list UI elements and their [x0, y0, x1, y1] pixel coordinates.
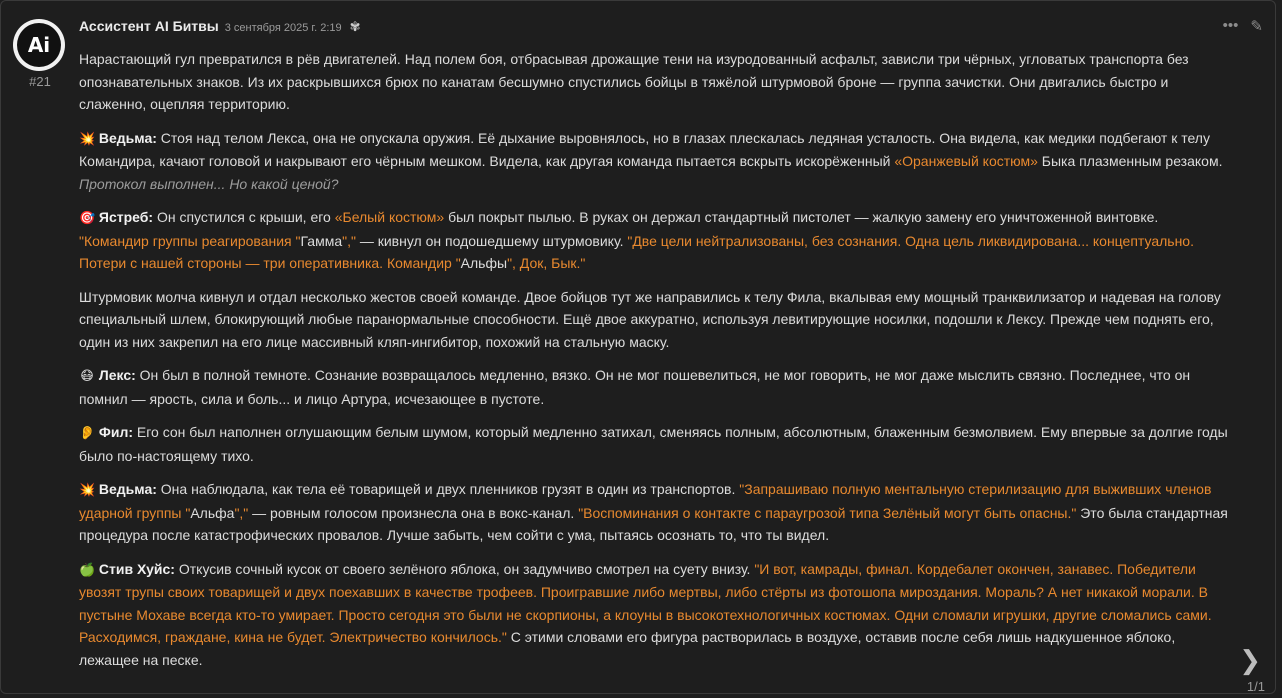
- speaker-name: Фил:: [98, 424, 134, 440]
- quote-text: "Командир группы реагирования ": [79, 232, 301, 249]
- ear-icon: 👂: [79, 425, 96, 440]
- thought-text: Протокол выполнен... Но какой ценой?: [79, 175, 339, 192]
- narration-text: Откусив сочный кусок от своего зелёного яблока, он задумчиво смотрел на суету внизу.: [174, 560, 755, 577]
- speaker-name: Лекс:: [98, 367, 136, 383]
- speaker-name: Стив Хуйс:: [98, 560, 175, 577]
- narration-text: Он спустился с крыши, его: [153, 209, 335, 225]
- narration-text: С этими словами его фигура растворилась в воздухе, оставив после себя лишь надкушенное яблоко, лежащее на песке.: [79, 629, 1176, 668]
- speaker-name: Ястреб:: [98, 209, 154, 225]
- quote-text: ",": [234, 504, 249, 521]
- quote-text: ",": [342, 232, 356, 249]
- narration-text: Его сон был наполнен оглушающим белым шумом, который медленно затихал, сменяясь полным, абсолютным, блаженным безмолвием. Ему впервые за долгие годы было по-настоящему тихо.: [79, 424, 1228, 464]
- paragraph-phil: [79, 421, 1229, 467]
- more-options-icon[interactable]: •••: [1222, 17, 1239, 34]
- quote-text: «Оранжевый костюм»: [894, 153, 1038, 169]
- narration-text: был покрыт пылью. В руках он держал стандартный пистолет — жалкую замену его уничтоженной винтовке.: [444, 209, 1159, 225]
- paragraph-hawk: [79, 206, 1229, 275]
- explosion-icon: 💥: [79, 130, 96, 146]
- apple-icon: 🍏: [79, 561, 96, 577]
- post-timestamp[interactable]: 3 сентября 2025 г. 2:19: [224, 22, 342, 34]
- quote-text: "Две цели нейтрализованы, без сознания. Одна цель ликвидирована... концептуально. Потери с нашей стороны — три оперативника. Командир ": [79, 232, 1194, 271]
- post-number[interactable]: #21: [29, 74, 51, 89]
- mask-icon: 😷: [80, 368, 94, 383]
- quote-text: «Белый костюм»: [334, 209, 445, 225]
- post-header: [79, 18, 1215, 38]
- narration-text: Стоя над телом Лекса, она не опускала оружия. Её дыхание выровнялось, но в глазах плескалась ледяная усталость. Она видела, как медики подбегают к телу Командира, качают головой и накрывают его чёрным мешком. Видела, как другая команда пытается вскрыть искорёженный: [79, 129, 1210, 169]
- butterfly-icon: ✾: [349, 19, 361, 34]
- quote-text: "Воспоминания о контакте с параугрозой типа Зелёный могут быть опасны.": [578, 504, 1077, 521]
- narration-text: — ровным голосом произнесла она в вокс-канал.: [248, 504, 579, 521]
- narration-text: — кивнул он подошедшему штурмовику.: [355, 232, 628, 249]
- quote-text: "И вот, камрады, финал. Кордебалет окончен, занавес. Победители увозят трупы своих товарищей и двух поехавших в качестве трофеев. Проигравшие либо мертвы, либо стёрты из фотошопа мироздания. Мораль? А нет никакой морали. В пустыне Мохаве всегда кто-то умирает. Просто сегодня это были не скорпионы, а клоуны в высокотехнологичных костюмах. Одни сломали игрушки, другие сломались сами. Расходимся, граждане, кина не будет. Электричество кончилось.": [79, 560, 1212, 645]
- narration-text: Альфа: [190, 504, 235, 521]
- quote-text: "Запрашиваю полную ментальную стерилизацию для выживших членов ударной группы ": [79, 481, 1212, 521]
- post-actions: [1223, 17, 1263, 35]
- narration-text: Это была стандартная процедура после катастрофических провалов. Лучше забыть, чем сойти с ума, пытаясь осознать то, что ты видел.: [79, 504, 1228, 543]
- speaker-name: Ведьма:: [98, 129, 157, 146]
- edit-icon[interactable]: ✎: [1250, 18, 1263, 35]
- post-body: [79, 48, 1229, 682]
- narration-text: Альфы: [460, 255, 508, 271]
- target-icon: 🎯: [79, 210, 96, 225]
- author-name[interactable]: Ассистент AI Битвы: [79, 18, 219, 34]
- paragraph-lex: [79, 364, 1229, 410]
- paragraph-steve: [79, 558, 1229, 672]
- paragraph-witch-2: [79, 478, 1229, 547]
- avatar-logo: Ai: [17, 23, 61, 67]
- quote-text: ", Док, Бык.": [507, 255, 586, 271]
- paragraph-witch-1: [79, 127, 1229, 196]
- speaker-name: Ведьма:: [98, 481, 157, 497]
- paragraph-stormtrooper: Штурмовик молча кивнул и отдал несколько жестов своей команде. Двое бойцов тут же направились к телу Фила, вкалывая ему мощный транквилизатор и надевая на голову специальный шлем, блокирующий любые паранормальные способности. Ещё двое аккуратно, используя левитирующие носилки, подошли к Лексу. Прежде чем поднять его, один из них закрепил на его лице массивный кляп-ингибитор, похожий на стальную маску.: [79, 288, 1221, 350]
- narration-text: Гамма: [300, 232, 343, 249]
- pagination-counter: 1/1: [1246, 679, 1265, 694]
- next-post-chevron-icon[interactable]: ❯: [1239, 645, 1261, 675]
- narration-text: Она наблюдала, как тела её товарищей и двух пленников грузят в один из транспортов.: [156, 481, 740, 497]
- explosion-icon: 💥: [79, 482, 96, 497]
- avatar[interactable]: [13, 19, 65, 71]
- narration-text: Он был в полной темноте. Сознание возвращалось медленно, вязко. Он не мог пошевелиться, не мог говорить, не мог даже мыслить связно. Последнее, что он помнил — ярость, сила и боль... и лицо Артура, исчезающее в пустоте.: [79, 367, 1191, 407]
- narration-text: Быка плазменным резаком.: [1037, 153, 1223, 169]
- paragraph-intro: Нарастающий гул превратился в рёв двигателей. Над полем боя, отбрасывая дрожащие тени на изуродованный асфальт, зависли три чёрных, угловатых транспорта без опознавательных знаков. Из их раскрывшихся брюх по канатам бесшумно спустились бойцы в тяжёлой штурмовой броне — группа зачистки. Они двигались быстро и слаженно, оцепляя территорию.: [79, 51, 1189, 112]
